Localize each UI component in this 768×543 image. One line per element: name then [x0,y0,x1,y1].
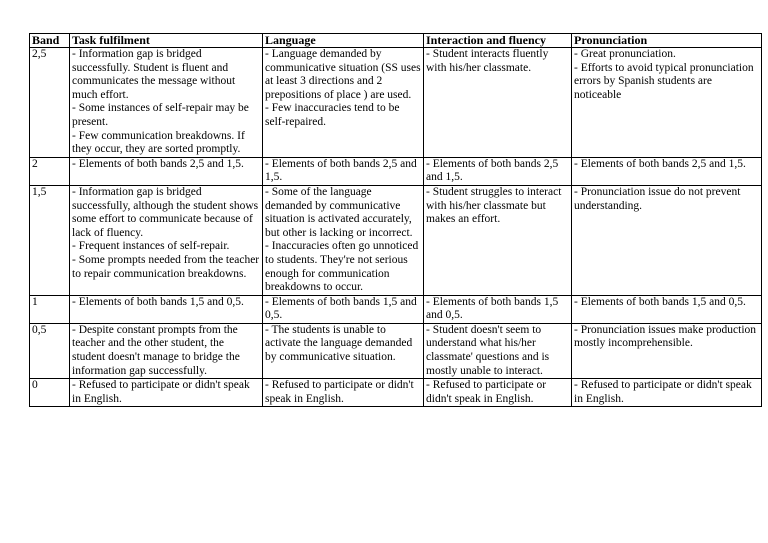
rubric-body [30,48,762,407]
criterion-line: - Frequent instances of self-repair. [72,240,230,253]
task-fulfilment-cell [70,323,263,378]
table-row [30,323,762,378]
header-interaction-fluency: Interaction and fluency [424,34,572,48]
language-cell [263,379,424,407]
table-row [30,157,762,185]
task-fulfilment-cell [70,379,263,407]
criterion-line: - Information gap is bridged successfully. Student is fluent and communicates the message without much effort. [72,48,236,101]
header-row [30,34,762,48]
criterion-line: - Elements of both bands 1,5 and 0,5. [72,295,244,308]
criterion-line: - Despite constant prompts from the teacher and the other student, the student doesn't manage to bridge the information gap successfully. [72,323,240,377]
band-cell: 0 [30,379,70,407]
band-cell: 1 [30,295,70,323]
criterion-line: - Efforts to avoid typical pronunciation errors by Spanish students are noticeable [574,61,754,101]
header-task-fulfilment: Task fulfilment [70,34,263,48]
header-pronunciation: Pronunciation [572,34,762,48]
table-row [30,295,762,323]
band-cell: 1,5 [30,185,70,295]
band-cell: 0,5 [30,323,70,378]
criterion-line: - Elements of both bands 1,5 and 0,5. [265,295,417,322]
criterion-line: - Inaccuracies often go unnoticed to students. They're not serious enough for communication breakdowns to occur. [265,240,419,294]
language-cell [263,48,424,158]
criterion-line: - Few inaccuracies tend to be self-repaired. [265,102,400,128]
interaction-cell [424,323,572,378]
band-cell: 2,5 [30,48,70,158]
interaction-cell [424,185,572,295]
pronunciation-cell [572,379,762,407]
pronunciation-cell [572,295,762,323]
criterion-line: - Student struggles to interact with his/her classmate but makes an effort. [426,185,562,226]
criterion-line: - Elements of both bands 2,5 and 1,5. [265,157,417,184]
language-cell [263,185,424,295]
criterion-line: - Refused to participate or didn't speak in English. [426,379,547,405]
criterion-line: - Some prompts needed from the teacher to repair communication breakdowns. [72,253,260,280]
criterion-line: - Elements of both bands 1,5 and 0,5. [426,295,559,322]
criterion-line: - Pronunciation issue do not prevent understanding. [574,185,741,212]
table-row [30,379,762,407]
criterion-line: - Language demanded by communicative situation (SS uses at least 3 directions and 2 prepositions of place ) are used. [265,48,421,101]
language-cell [263,295,424,323]
criterion-line: - Elements of both bands 2,5 and 1,5. [72,157,244,170]
pronunciation-cell [572,157,762,185]
criterion-line: - Few communication breakdowns. If they occur, they are sorted promptly. [72,129,245,156]
table-row [30,48,762,158]
criterion-line: - Elements of both bands 2,5 and 1,5. [574,157,746,170]
interaction-cell [424,157,572,185]
header-band: Band [30,34,70,48]
criterion-line: - Refused to participate or didn't speak in English. [72,379,250,405]
interaction-cell [424,48,572,158]
band-cell: 2 [30,157,70,185]
task-fulfilment-cell [70,48,263,158]
header-language: Language [263,34,424,48]
language-cell [263,157,424,185]
task-fulfilment-cell [70,157,263,185]
pronunciation-cell [572,48,762,158]
criterion-line: - Some instances of self-repair may be present. [72,102,249,128]
criterion-line: - Great pronunciation. [574,48,676,60]
criterion-line: - Refused to participate or didn't speak in English. [265,379,414,405]
criterion-line: - Some of the language demanded by communicative situation is activated accurately, but other is lacking or incorrect. [265,185,413,239]
interaction-cell [424,379,572,407]
table-row [30,185,762,295]
task-fulfilment-cell [70,185,263,295]
criterion-line: - Elements of both bands 2,5 and 1,5. [426,157,559,184]
pronunciation-cell [572,185,762,295]
rubric-table [29,33,762,407]
criterion-line: - Pronunciation issues make production mostly incomprehensible. [574,323,757,350]
pronunciation-cell [572,323,762,378]
interaction-cell [424,295,572,323]
language-cell [263,323,424,378]
criterion-line: - Information gap is bridged successfully, although the student shows some effort to communicate because of lack of fluency. [72,185,259,239]
criterion-line: - Student doesn't seem to understand what his/her classmate' questions and is mostly unable to interact. [426,323,550,377]
criterion-line: - Refused to participate or didn't speak in English. [574,379,752,405]
criterion-line: - Student interacts fluently with his/her classmate. [426,48,549,74]
task-fulfilment-cell [70,295,263,323]
criterion-line: - The students is unable to activate the language demanded by communicative situation. [265,323,413,364]
criterion-line: - Elements of both bands 1,5 and 0,5. [574,295,746,308]
